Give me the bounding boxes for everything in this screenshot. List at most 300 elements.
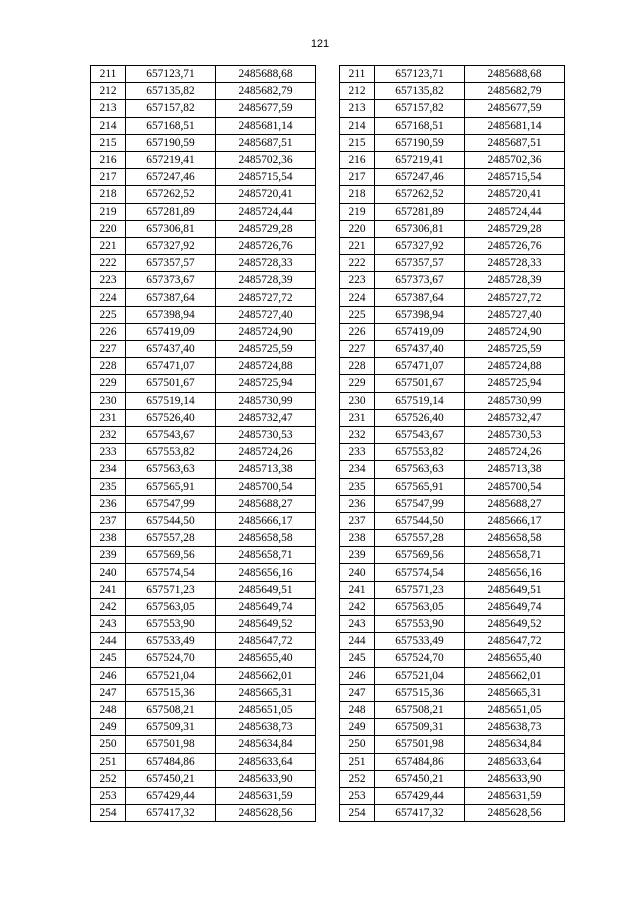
table-row [91,444,316,461]
point-number-cell: 236 [340,495,375,512]
point-number-cell: 223 [91,272,126,289]
x-coordinate-cell: 657569,56 [375,547,465,564]
x-coordinate-cell: 657306,81 [126,220,216,237]
table-row [340,323,565,340]
y-coordinate-cell: 2485727,40 [465,306,565,323]
point-number-cell: 218 [91,186,126,203]
point-number-cell: 254 [91,805,126,822]
point-number-cell: 215 [340,134,375,151]
x-coordinate-cell: 657563,63 [375,461,465,478]
y-coordinate-cell: 2485715,54 [465,169,565,186]
x-coordinate-cell: 657373,67 [375,272,465,289]
x-coordinate-cell: 657543,67 [375,426,465,443]
x-coordinate-cell: 657509,31 [375,719,465,736]
y-coordinate-cell: 2485727,72 [465,289,565,306]
y-coordinate-cell: 2485724,44 [216,203,316,220]
table-row [340,169,565,186]
y-coordinate-cell: 2485633,90 [465,770,565,787]
x-coordinate-cell: 657526,40 [375,409,465,426]
table-row [91,667,316,684]
x-coordinate-cell: 657437,40 [375,341,465,358]
x-coordinate-cell: 657398,94 [126,306,216,323]
table-row [340,100,565,117]
x-coordinate-cell: 657565,91 [375,478,465,495]
x-coordinate-cell: 657373,67 [126,272,216,289]
y-coordinate-cell: 2485728,39 [216,272,316,289]
point-number-cell: 245 [91,650,126,667]
point-number-cell: 214 [91,117,126,134]
y-coordinate-cell: 2485658,71 [216,547,316,564]
point-number-cell: 227 [91,341,126,358]
y-coordinate-cell: 2485688,68 [216,66,316,83]
y-coordinate-cell: 2485656,16 [465,564,565,581]
y-coordinate-cell: 2485730,99 [465,392,565,409]
table-row [91,805,316,822]
y-coordinate-cell: 2485677,59 [216,100,316,117]
x-coordinate-cell: 657553,90 [126,616,216,633]
x-coordinate-cell: 657501,98 [375,736,465,753]
y-coordinate-cell: 2485713,38 [465,461,565,478]
x-coordinate-cell: 657524,70 [375,650,465,667]
table-row [340,616,565,633]
y-coordinate-cell: 2485628,56 [465,805,565,822]
y-coordinate-cell: 2485725,94 [465,375,565,392]
y-coordinate-cell: 2485700,54 [216,478,316,495]
point-number-cell: 226 [340,323,375,340]
x-coordinate-cell: 657190,59 [375,134,465,151]
x-coordinate-cell: 657157,82 [126,100,216,117]
x-coordinate-cell: 657157,82 [375,100,465,117]
y-coordinate-cell: 2485728,39 [465,272,565,289]
point-number-cell: 240 [91,564,126,581]
table-row [91,255,316,272]
table-row [340,409,565,426]
x-coordinate-cell: 657557,28 [126,530,216,547]
y-coordinate-cell: 2485634,84 [216,736,316,753]
x-coordinate-cell: 657508,21 [126,701,216,718]
x-coordinate-cell: 657281,89 [126,203,216,220]
x-coordinate-cell: 657501,98 [126,736,216,753]
point-number-cell: 239 [340,547,375,564]
x-coordinate-cell: 657565,91 [126,478,216,495]
point-number-cell: 240 [340,564,375,581]
point-number-cell: 227 [340,341,375,358]
table-row [91,461,316,478]
point-number-cell: 225 [340,306,375,323]
table-row [91,392,316,409]
table-row [340,770,565,787]
x-coordinate-cell: 657501,67 [375,375,465,392]
table-row [91,151,316,168]
x-coordinate-cell: 657419,09 [375,323,465,340]
x-coordinate-cell: 657563,63 [126,461,216,478]
x-coordinate-cell: 657508,21 [375,701,465,718]
x-coordinate-cell: 657247,46 [126,169,216,186]
x-coordinate-cell: 657569,56 [126,547,216,564]
table-row [340,530,565,547]
x-coordinate-cell: 657417,32 [375,805,465,822]
table-row [340,581,565,598]
point-number-cell: 248 [340,701,375,718]
point-number-cell: 211 [340,66,375,83]
x-coordinate-cell: 657398,94 [375,306,465,323]
x-coordinate-cell: 657281,89 [375,203,465,220]
y-coordinate-cell: 2485687,51 [465,134,565,151]
point-number-cell: 226 [91,323,126,340]
point-number-cell: 216 [91,151,126,168]
x-coordinate-cell: 657471,07 [375,358,465,375]
point-number-cell: 225 [91,306,126,323]
table-row [340,134,565,151]
point-number-cell: 213 [91,100,126,117]
table-row [91,117,316,134]
point-number-cell: 238 [340,530,375,547]
point-number-cell: 224 [91,289,126,306]
y-coordinate-cell: 2485647,72 [216,633,316,650]
y-coordinate-cell: 2485702,36 [216,151,316,168]
x-coordinate-cell: 657429,44 [375,787,465,804]
table-row [340,512,565,529]
table-row [340,151,565,168]
y-coordinate-cell: 2485725,94 [216,375,316,392]
x-coordinate-cell: 657533,49 [126,633,216,650]
table-row [91,83,316,100]
table-row [340,203,565,220]
y-coordinate-cell: 2485628,56 [216,805,316,822]
x-coordinate-cell: 657521,04 [126,667,216,684]
table-row [91,495,316,512]
table-row [340,272,565,289]
point-number-cell: 211 [91,66,126,83]
y-coordinate-cell: 2485726,76 [216,237,316,254]
x-coordinate-cell: 657247,46 [375,169,465,186]
x-coordinate-cell: 657306,81 [375,220,465,237]
y-coordinate-cell: 2485682,79 [465,83,565,100]
x-coordinate-cell: 657429,44 [126,787,216,804]
x-coordinate-cell: 657357,57 [375,255,465,272]
y-coordinate-cell: 2485662,01 [465,667,565,684]
table-row [91,358,316,375]
table-row [91,220,316,237]
y-coordinate-cell: 2485728,33 [465,255,565,272]
x-coordinate-cell: 657262,52 [126,186,216,203]
table-row [91,409,316,426]
point-number-cell: 219 [91,203,126,220]
y-coordinate-cell: 2485651,05 [465,701,565,718]
point-number-cell: 252 [340,770,375,787]
y-coordinate-cell: 2485724,88 [465,358,565,375]
point-number-cell: 235 [340,478,375,495]
y-coordinate-cell: 2485725,59 [465,341,565,358]
point-number-cell: 233 [91,444,126,461]
x-coordinate-cell: 657547,99 [375,495,465,512]
y-coordinate-cell: 2485633,90 [216,770,316,787]
table-row [340,650,565,667]
point-number-cell: 222 [91,255,126,272]
point-number-cell: 229 [340,375,375,392]
y-coordinate-cell: 2485665,31 [216,684,316,701]
y-coordinate-cell: 2485658,71 [465,547,565,564]
y-coordinate-cell: 2485727,40 [216,306,316,323]
y-coordinate-cell: 2485724,90 [465,323,565,340]
x-coordinate-cell: 657168,51 [375,117,465,134]
x-coordinate-cell: 657417,32 [126,805,216,822]
table-row [91,512,316,529]
point-number-cell: 215 [91,134,126,151]
point-number-cell: 218 [340,186,375,203]
y-coordinate-cell: 2485729,28 [216,220,316,237]
table-row [340,426,565,443]
point-number-cell: 233 [340,444,375,461]
point-number-cell: 238 [91,530,126,547]
y-coordinate-cell: 2485688,68 [465,66,565,83]
point-number-cell: 217 [91,169,126,186]
table-row [340,186,565,203]
x-coordinate-cell: 657135,82 [126,83,216,100]
point-number-cell: 237 [340,512,375,529]
point-number-cell: 230 [340,392,375,409]
point-number-cell: 248 [91,701,126,718]
point-number-cell: 254 [340,805,375,822]
x-coordinate-cell: 657544,50 [375,512,465,529]
point-number-cell: 243 [91,616,126,633]
point-number-cell: 221 [91,237,126,254]
y-coordinate-cell: 2485631,59 [465,787,565,804]
y-coordinate-cell: 2485724,26 [465,444,565,461]
table-row [340,564,565,581]
table-row [340,306,565,323]
table-row [340,375,565,392]
point-number-cell: 234 [340,461,375,478]
x-coordinate-cell: 657437,40 [126,341,216,358]
x-coordinate-cell: 657553,82 [375,444,465,461]
y-coordinate-cell: 2485681,14 [465,117,565,134]
y-coordinate-cell: 2485724,90 [216,323,316,340]
y-coordinate-cell: 2485724,88 [216,358,316,375]
point-number-cell: 224 [340,289,375,306]
y-coordinate-cell: 2485720,41 [216,186,316,203]
y-coordinate-cell: 2485727,72 [216,289,316,306]
y-coordinate-cell: 2485649,51 [465,581,565,598]
point-number-cell: 212 [91,83,126,100]
table-row [340,719,565,736]
y-coordinate-cell: 2485649,74 [216,598,316,615]
point-number-cell: 232 [91,426,126,443]
y-coordinate-cell: 2485649,51 [216,581,316,598]
y-coordinate-cell: 2485688,27 [216,495,316,512]
x-coordinate-cell: 657543,67 [126,426,216,443]
table-row [91,306,316,323]
x-coordinate-cell: 657515,36 [126,684,216,701]
point-number-cell: 213 [340,100,375,117]
y-coordinate-cell: 2485720,41 [465,186,565,203]
point-number-cell: 243 [340,616,375,633]
x-coordinate-cell: 657219,41 [375,151,465,168]
point-number-cell: 221 [340,237,375,254]
point-number-cell: 244 [340,633,375,650]
table-row [91,530,316,547]
table-row [91,341,316,358]
point-number-cell: 237 [91,512,126,529]
x-coordinate-cell: 657168,51 [126,117,216,134]
point-number-cell: 241 [340,581,375,598]
table-row [91,237,316,254]
x-coordinate-cell: 657563,05 [375,598,465,615]
table-row [91,564,316,581]
coordinates-table-right [339,65,565,822]
x-coordinate-cell: 657519,14 [126,392,216,409]
table-row [340,478,565,495]
y-coordinate-cell: 2485665,31 [465,684,565,701]
table-row [91,100,316,117]
y-coordinate-cell: 2485729,28 [465,220,565,237]
y-coordinate-cell: 2485687,51 [216,134,316,151]
table-row [340,684,565,701]
x-coordinate-cell: 657123,71 [375,66,465,83]
x-coordinate-cell: 657501,67 [126,375,216,392]
page-number: 121 [310,38,330,50]
table-row [91,787,316,804]
point-number-cell: 253 [91,787,126,804]
table-row [91,186,316,203]
x-coordinate-cell: 657190,59 [126,134,216,151]
x-coordinate-cell: 657571,23 [375,581,465,598]
table-row [91,134,316,151]
table-row [91,426,316,443]
x-coordinate-cell: 657547,99 [126,495,216,512]
point-number-cell: 212 [340,83,375,100]
point-number-cell: 235 [91,478,126,495]
table-row [340,598,565,615]
y-coordinate-cell: 2485730,53 [465,426,565,443]
x-coordinate-cell: 657571,23 [126,581,216,598]
table-row [91,650,316,667]
table-row [340,83,565,100]
y-coordinate-cell: 2485724,26 [216,444,316,461]
point-number-cell: 229 [91,375,126,392]
table-row [91,753,316,770]
point-number-cell: 220 [91,220,126,237]
table-row [91,272,316,289]
y-coordinate-cell: 2485655,40 [465,650,565,667]
x-coordinate-cell: 657123,71 [126,66,216,83]
x-coordinate-cell: 657135,82 [375,83,465,100]
point-number-cell: 231 [340,409,375,426]
table-row [91,66,316,83]
x-coordinate-cell: 657521,04 [375,667,465,684]
y-coordinate-cell: 2485702,36 [465,151,565,168]
table-row [340,341,565,358]
table-row [91,770,316,787]
table-row [340,255,565,272]
y-coordinate-cell: 2485700,54 [465,478,565,495]
table-row [340,787,565,804]
y-coordinate-cell: 2485647,72 [465,633,565,650]
table-row [340,753,565,770]
y-coordinate-cell: 2485725,59 [216,341,316,358]
x-coordinate-cell: 657553,90 [375,616,465,633]
point-number-cell: 251 [91,753,126,770]
y-coordinate-cell: 2485633,64 [216,753,316,770]
y-coordinate-cell: 2485730,53 [216,426,316,443]
table-row [340,237,565,254]
y-coordinate-cell: 2485677,59 [465,100,565,117]
table-row [340,701,565,718]
point-number-cell: 239 [91,547,126,564]
y-coordinate-cell: 2485730,99 [216,392,316,409]
x-coordinate-cell: 657262,52 [375,186,465,203]
table-row [340,392,565,409]
point-number-cell: 250 [340,736,375,753]
point-number-cell: 223 [340,272,375,289]
point-number-cell: 214 [340,117,375,134]
x-coordinate-cell: 657484,86 [126,753,216,770]
point-number-cell: 230 [91,392,126,409]
point-number-cell: 234 [91,461,126,478]
x-coordinate-cell: 657327,92 [126,237,216,254]
x-coordinate-cell: 657387,64 [375,289,465,306]
y-coordinate-cell: 2485658,58 [216,530,316,547]
point-number-cell: 245 [340,650,375,667]
y-coordinate-cell: 2485682,79 [216,83,316,100]
table-row [91,289,316,306]
point-number-cell: 220 [340,220,375,237]
y-coordinate-cell: 2485732,47 [465,409,565,426]
table-row [91,375,316,392]
y-coordinate-cell: 2485724,44 [465,203,565,220]
table-row [340,633,565,650]
y-coordinate-cell: 2485656,16 [216,564,316,581]
table-row [91,323,316,340]
x-coordinate-cell: 657524,70 [126,650,216,667]
point-number-cell: 242 [340,598,375,615]
point-number-cell: 247 [340,684,375,701]
point-number-cell: 241 [91,581,126,598]
table-row [91,701,316,718]
table-row [91,169,316,186]
x-coordinate-cell: 657515,36 [375,684,465,701]
point-number-cell: 249 [340,719,375,736]
y-coordinate-cell: 2485681,14 [216,117,316,134]
x-coordinate-cell: 657471,07 [126,358,216,375]
table-row [340,461,565,478]
x-coordinate-cell: 657387,64 [126,289,216,306]
table-row [91,736,316,753]
point-number-cell: 244 [91,633,126,650]
table-row [340,547,565,564]
table-row [340,736,565,753]
table-row [340,667,565,684]
table-row [91,598,316,615]
x-coordinate-cell: 657526,40 [126,409,216,426]
x-coordinate-cell: 657484,86 [375,753,465,770]
y-coordinate-cell: 2485732,47 [216,409,316,426]
y-coordinate-cell: 2485649,74 [465,598,565,615]
y-coordinate-cell: 2485633,64 [465,753,565,770]
x-coordinate-cell: 657553,82 [126,444,216,461]
point-number-cell: 249 [91,719,126,736]
point-number-cell: 231 [91,409,126,426]
point-number-cell: 252 [91,770,126,787]
y-coordinate-cell: 2485651,05 [216,701,316,718]
y-coordinate-cell: 2485649,52 [465,616,565,633]
x-coordinate-cell: 657419,09 [126,323,216,340]
y-coordinate-cell: 2485713,38 [216,461,316,478]
point-number-cell: 216 [340,151,375,168]
y-coordinate-cell: 2485649,52 [216,616,316,633]
point-number-cell: 222 [340,255,375,272]
table-row [91,684,316,701]
